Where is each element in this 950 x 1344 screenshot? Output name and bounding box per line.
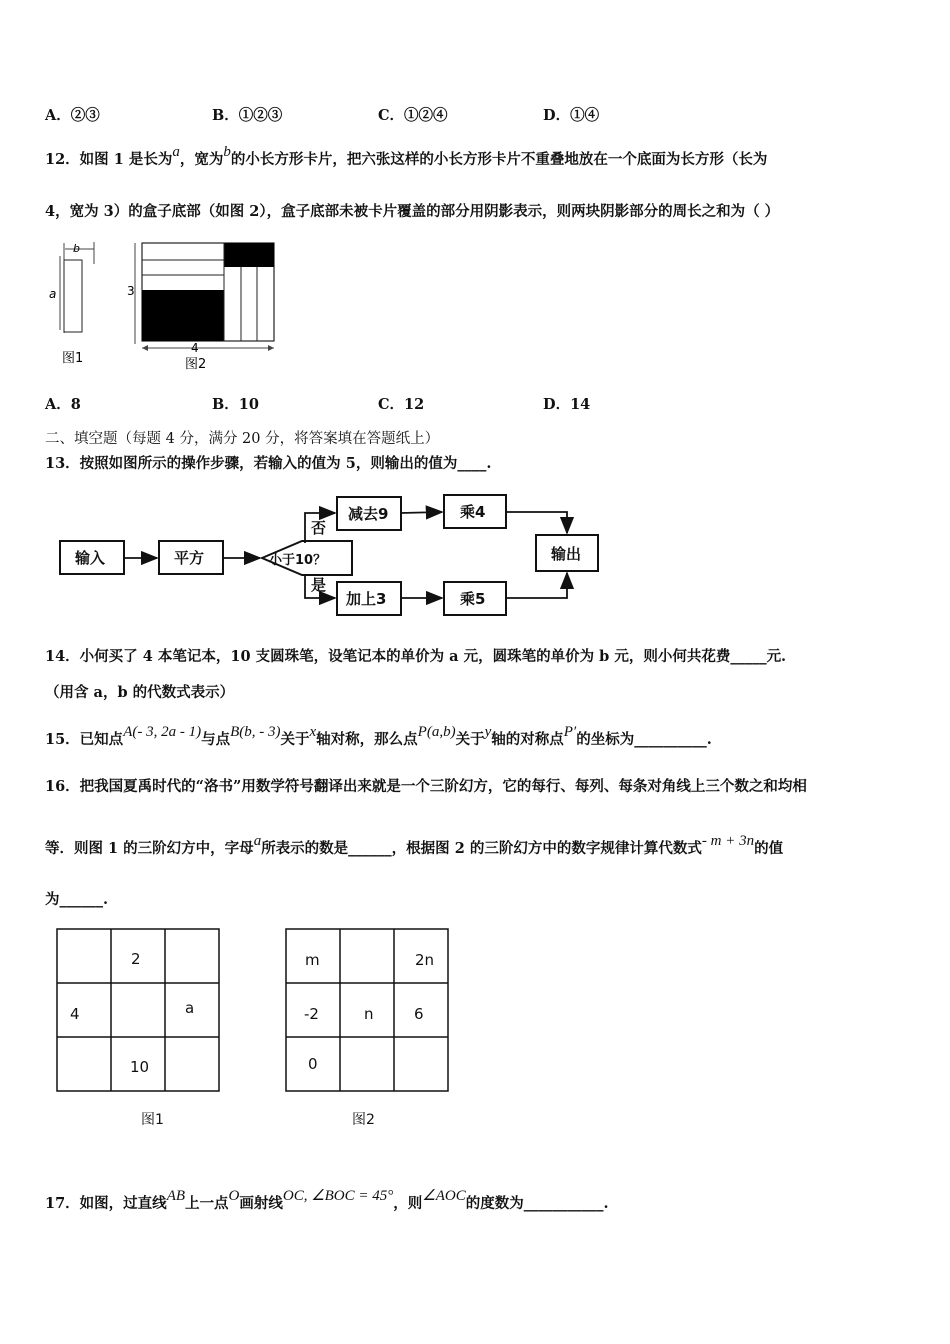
fig2-height-label: 3 <box>127 284 135 298</box>
q16-line1: 16．把我国夏禹时代的“洛书”用数学符号翻译出来就是一个三阶幻方，它的每行、每列、每条对角线上三个数之和均相 <box>45 778 807 795</box>
q12-option-c: C．12 <box>378 396 425 413</box>
q15-text: 15．已知点A(- 3, 2a - 1)与点B(b, - 3)关于x轴对称，那么点P(a,b)关于y轴的对称点P′的坐标为__________. <box>45 724 712 748</box>
grid2-r3c1: 0 <box>308 1055 318 1073</box>
flow-yes-label: 是 <box>311 576 327 594</box>
q11-option-b: B．①②③ <box>212 107 283 124</box>
q11-option-d: D．①④ <box>543 107 600 124</box>
fig2-width-label: 4 <box>191 341 199 355</box>
flow-mult4-label: 乘4 <box>460 503 486 521</box>
q11-option-a: A．②③ <box>45 107 100 124</box>
grid2-caption: 图2 <box>352 1112 375 1128</box>
grid2-r2c2: n <box>364 1005 374 1023</box>
grid1-r1c2: 2 <box>131 950 141 968</box>
q12-line2: 4，宽为 3）的盒子底部（如图 2），盒子底部未被卡片覆盖的部分用阴影表示，则两块阴影部分的周长之和为（ ） <box>45 203 780 220</box>
q12-figure-2 <box>127 243 274 372</box>
grid1-caption: 图1 <box>141 1112 164 1128</box>
flow-plus3-label: 加上3 <box>346 590 387 608</box>
q12-line1: 12．如图 1 是长为a，宽为b的小长方形卡片，把六张这样的小长方形卡片不重叠地放在一个底面为长方形（长为 <box>45 144 768 168</box>
q17-text: 17．如图，过直线AB上一点O画射线OC, ∠BOC = 45°，则∠AOC的度数为___________. <box>45 1188 609 1212</box>
flow-decision-label: 小于10？ <box>269 553 327 568</box>
q16-grids <box>55 927 475 1137</box>
grid2-r1c3: 2n <box>415 951 435 969</box>
q13-text: 13．按照如图所示的操作步骤，若输入的值为 5，则输出的值为____. <box>45 455 492 472</box>
grid2-r1c1: m <box>305 951 320 969</box>
fig1-caption: 图1 <box>62 351 84 366</box>
grid2-r2c3: 6 <box>414 1005 424 1023</box>
flow-no-label: 否 <box>311 519 327 537</box>
flow-output-label: 输出 <box>551 545 582 563</box>
grid1-r2c1: 4 <box>70 1005 80 1023</box>
flow-square-label: 平方 <box>174 549 205 567</box>
flow-mult5-label: 乘5 <box>460 590 486 608</box>
q12-option-b: B．10 <box>212 396 259 413</box>
q14-line1: 14．小何买了 4 本笔记本，10 支圆珠笔，设笔记本的单价为 a 元，圆珠笔的单价为 b 元，则小何共花费_____元. <box>45 648 787 665</box>
q12-figures <box>45 238 285 378</box>
q12-figure-1 <box>49 242 94 366</box>
q12-option-d: D．14 <box>543 396 591 413</box>
flow-input-label: 输入 <box>75 549 106 567</box>
q11-option-c: C．①②④ <box>378 107 448 124</box>
q14-line2: （用含 a，b 的代数式表示） <box>45 684 235 701</box>
section-2-title: 二、填空题（每题 4 分，满分 20 分，将答案填在答题纸上） <box>45 431 440 447</box>
q12-option-a: A．8 <box>45 396 81 413</box>
q13-flowchart <box>55 488 615 618</box>
q16-line3: 为______. <box>45 891 109 908</box>
fig1-a-label: a <box>49 287 57 301</box>
fig1-b-label: b <box>73 242 80 255</box>
grid1-r2c3: a <box>185 999 195 1017</box>
grid2-r2c1: -2 <box>304 1005 319 1023</box>
fig2-caption: 图2 <box>185 357 207 372</box>
flow-minus9-label: 减去9 <box>348 505 389 523</box>
grid1-r3c2: 10 <box>130 1058 150 1076</box>
q16-line2: 等．则图 1 的三阶幻方中，字母a所表示的数是______，根据图 2 的三阶幻方中的数字规律计算代数式- m + 3n的值 <box>45 833 784 857</box>
